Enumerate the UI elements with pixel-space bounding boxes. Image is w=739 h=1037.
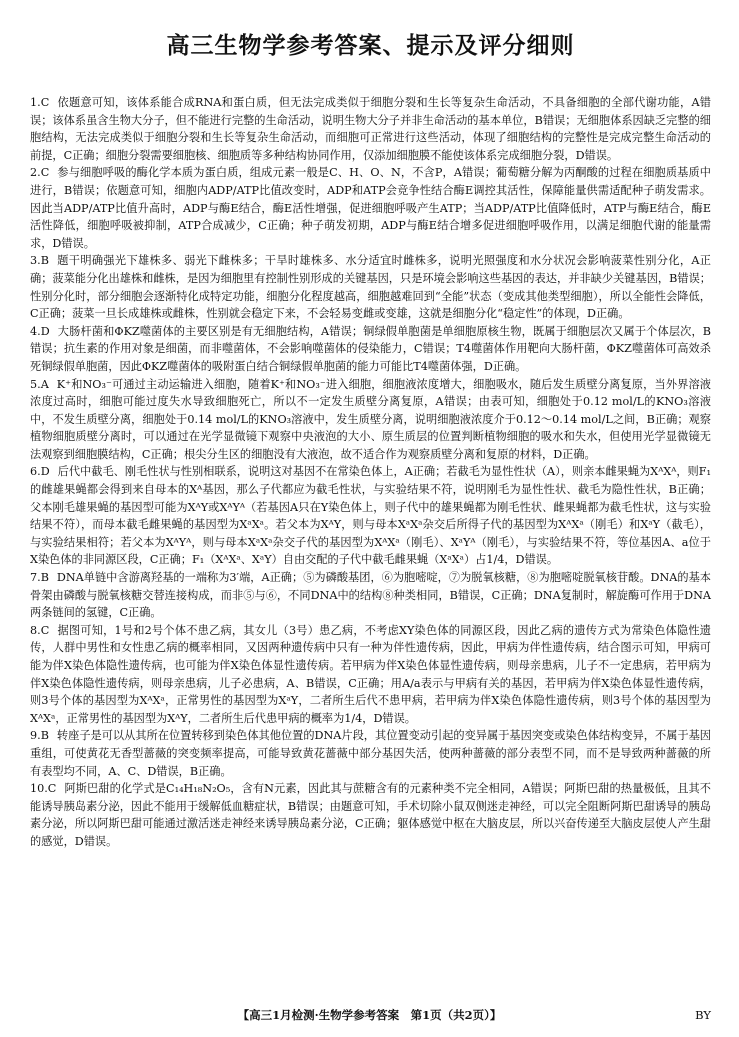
item-explanation: 阿斯巴甜的化学式是C₁₄H₁₈N₂O₅，含有N元素，因此其与蔗糖含有的元素种类不完全相同，A错误；阿斯巴甜的热量极低，且其不能诱导胰岛素分泌，因此不能用于缓解低血糖症状，B错误；由题意可知，手术切除小鼠双侧迷走神经，可以完全阻断阿斯巴甜诱导的胰岛素分泌，所以阿斯巴甜可能通过激活迷走神经来诱导胰岛素分泌，C正确；躯体感觉中枢在大脑皮层，所以兴奋传递至大脑皮层使人产生甜的感觉，D错误。	[30, 782, 711, 848]
item-number: 8.	[30, 623, 41, 637]
answer-item-3	[30, 252, 711, 322]
answer-item-6	[30, 463, 711, 569]
item-explanation: 据图可知，1号和2号个体不患乙病，其女儿（3号）患乙病，不考虑XY染色体的同源区段，因此乙病的遗传方式为常染色体隐性遗传，人群中男性和女性患乙病的概率相同，又因两种遗传病中只有一种为伴性遗传病，因此，甲病为伴性遗传病，结合图示可知，甲病可能为伴X染色体隐性遗传病，也可能为伴X染色体显性遗传病。若甲病为伴X染色体显性遗传病，则母亲患病，儿子不一定患病，若甲病为伴X染色体隐性遗传病，则母亲患病，儿子必患病，A、B错误，C正确；用A/a表示与甲病有关的基因，若甲病为伴X染色体显性遗传病，则3号个体的基因型为XᴬXᵃ，正常男性的基因型为XᵃY，二者所生后代不患甲病，若甲病为伴X染色体隐性遗传病，则3号个体的基因型为XᴬXᵃ，正常男性的基因型为XᴬY，二者所生后代患甲病的概率为1/4，D错误。	[30, 623, 711, 725]
footer-mark: BY	[695, 1008, 711, 1022]
item-explanation: K⁺和NO₃⁻可通过主动运输进入细胞，随着K⁺和NO₃⁻进入细胞，细胞液浓度增大，细胞吸水，随后发生质壁分离复原，当外界溶液浓度过高时，细胞可能过度失水导致细胞死亡，所以不一定发生质壁分离复原，A错误；由表可知，细胞处于0.12 mol/L的KNO₃溶液中，不发生质壁分离，细胞处于0.14 mol/L的KNO₃溶液中，发生质壁分离，说明细胞液浓度介于0.12～0.14 mol/L之间，B正确；观察植物细胞质壁分离时，可以通过在光学显微镜下观察中央液泡的大小、原生质层的位置判断植物细胞的吸水和失水，但使用光学显微镜无法观察到细胞膜结构，C正确；根尖分生区的细胞没有大液泡，故不适合作为观察质壁分离和复原的材料，D正确。	[30, 377, 711, 461]
answer-item-5	[30, 376, 711, 464]
answer-item-10	[30, 780, 711, 850]
item-answer: C	[40, 623, 50, 637]
item-number: 5.	[30, 377, 41, 391]
item-explanation: DNA单链中含游离羟基的一端称为3′端，A正确；⑤为磷酸基团，⑥为胞嘧啶，⑦为脱氧核糖，⑧为胞嘧啶脱氧核苷酸。DNA的基本骨架由磷酸与脱氧核糖交替连接构成，而非⑤与⑥，不同DNA中的结构⑧种类相同，B错误，C正确；DNA复制时，解旋酶可作用于DNA两条链间的氢键，C正确。	[30, 571, 711, 620]
item-number: 3.	[30, 254, 41, 268]
item-number: 6.	[30, 465, 41, 479]
item-answer: B	[40, 729, 49, 743]
item-number: 9.	[30, 729, 41, 743]
item-explanation: 参与细胞呼吸的酶化学本质为蛋白质，组成元素一般是C、H、O、N，不含P，A错误；葡萄糖分解为丙酮酸的过程在细胞质基质中进行，B错误；依题意可知，细胞内ADP/ATP比值改变时，ADP和ATP会竞争性结合酶E调控其活性，保障能量供需适配种子萌发需求。因此当ADP/ATP比值升高时，ADP与酶E结合，酶E活性增强，促进细胞呼吸产生ATP；当ADP/ATP比值降低时，ATP与酶E结合，酶E活性降低，细胞呼吸被抑制，ATP合成减少，C正确；种子萌发初期，ADP与酶E结合增多促进细胞呼吸作用，以满足细胞代谢的能量需求，D错误。	[30, 166, 711, 250]
item-number: 4.	[30, 324, 41, 338]
item-number: 1.	[30, 96, 41, 109]
item-answer: D	[40, 465, 50, 479]
item-answer: A	[40, 377, 49, 391]
item-answer: D	[40, 324, 50, 338]
answer-item-4	[30, 323, 711, 376]
answer-item-1	[30, 94, 711, 164]
item-answer: B	[40, 571, 49, 585]
answer-list	[30, 94, 711, 851]
item-number: 7.	[30, 571, 41, 585]
item-answer: C	[47, 782, 57, 796]
item-answer: B	[40, 254, 49, 268]
item-number: 2.	[30, 166, 41, 180]
item-explanation: 依题意可知，该体系能合成RNA和蛋白质，但无法完成类似于细胞分裂和生长等复杂生命活动，不具备细胞的全部代谢功能，A错误；该体系虽含生物大分子，但不能进行完整的生命活动，说明生物大分子并非生命活动的基本单位，B错误；无细胞体系因缺乏完整的细胞结构，无法完成类似于细胞分裂和生长等复杂生命活动，而细胞可正常进行这些活动，体现了细胞结构的完整性是完成完整生命活动的前提，C正确；细胞分裂需要细胞核、细胞质等多种结构协同作用，仅添加细胞膜不能使该体系完成细胞分裂，D错误。	[30, 96, 711, 162]
page-title: 高三生物学参考答案、提示及评分细则	[166, 33, 575, 59]
item-number: 10.	[30, 782, 48, 796]
answer-item-2	[30, 164, 711, 252]
item-answer: C	[40, 96, 50, 109]
item-explanation: 转座子是可以从其所在位置转移到染色体其他位置的DNA片段，其位置变动引起的变异属于基因突变或染色体结构变异，不属于基因重组，可使黄花无香型蔷薇的突变频率提高，可能导致黄花蔷薇中部分基因失活，使两种蔷薇的部分表型不同，而不是导致两种蔷薇的所有表型均不同，A、C、D错误，B正确。	[30, 729, 711, 778]
answer-item-9	[30, 727, 711, 780]
item-explanation: 题干明确强光下雄株多、弱光下雌株多；干旱时雄株多、水分适宜时雌株多，说明光照强度和水分状况会影响菠菜性别分化，A正确；菠菜能分化出雄株和雌株，是因为细胞里有控制性别形成的关键基因，只是环境会影响这些基因的表达，并非缺少关键基因，B错误；性别分化时，部分细胞会逐渐特化成特定功能，细胞分化程度越高，细胞越难回到“全能”状态（变成其他类型细胞），所以全能性会降低，C正确；菠菜一旦长成雄株或雌株，性别就会稳定下来，不会轻易变雌或变雄，这就是细胞分化“稳定性”的体现，D正确。	[30, 254, 711, 321]
footer-page-info: 【高三1月检测·生物学参考答案 第1页（共2页）】	[237, 1008, 502, 1022]
item-explanation: 后代中截毛、刚毛性状与性别相联系，说明这对基因不在常染色体上，A正确；若截毛为显性性状（A），则亲本雌果蝇为XᴬXᴬ，则F₁的雌雄果蝇都会得到来自母本的Xᴬ基因，那么子代都应为截毛性状，与实验结果不符，说明刚毛为显性性状、截毛为隐性性状，B正确；父本刚毛雄果蝇的基因型可能为XᴬY或XᴬYᴬ（若基因A只在Y染色体上，则子代中的雄果蝇都为刚毛性状、雌果蝇都为截毛性状，这与实验结果不符），而母本截毛雌果蝇的基因型为XᵃXᵃ。若父本为XᴬY，则与母本XᵃXᵃ杂交后所得子代的基因型为XᴬXᵃ（刚毛）和XᵃY（截毛），与实验结果相符；若父本为XᴬYᴬ，则与母本XᵃXᵃ杂交子代的基因型为XᴬXᵃ（刚毛）、XᵃYᴬ（刚毛），与实验结果不符，等位基因A、a位于X染色体的非同源区段，C正确；F₁（XᴬXᵃ、XᵃY）自由交配的子代中截毛雌果蝇（XᵃXᵃ）占1/4，D错误。	[30, 465, 711, 567]
answer-item-8	[30, 622, 711, 728]
item-explanation: 大肠杆菌和ΦKZ噬菌体的主要区别是有无细胞结构，A错误；铜绿假单胞菌是单细胞原核生物，既属于细胞层次又属于个体层次，B错误；抗生素的作用对象是细菌，而非噬菌体，不会影响噬菌体的侵染能力，C错误；T4噬菌体作用靶向大肠杆菌，ΦKZ噬菌体可高效杀死铜绿假单胞菌，因此ΦKZ噬菌体的吸附蛋白结合铜绿假单胞菌的能力可能比T4噬菌体强，D正确。	[30, 324, 711, 373]
item-answer: C	[40, 166, 50, 180]
answer-item-7	[30, 569, 711, 622]
